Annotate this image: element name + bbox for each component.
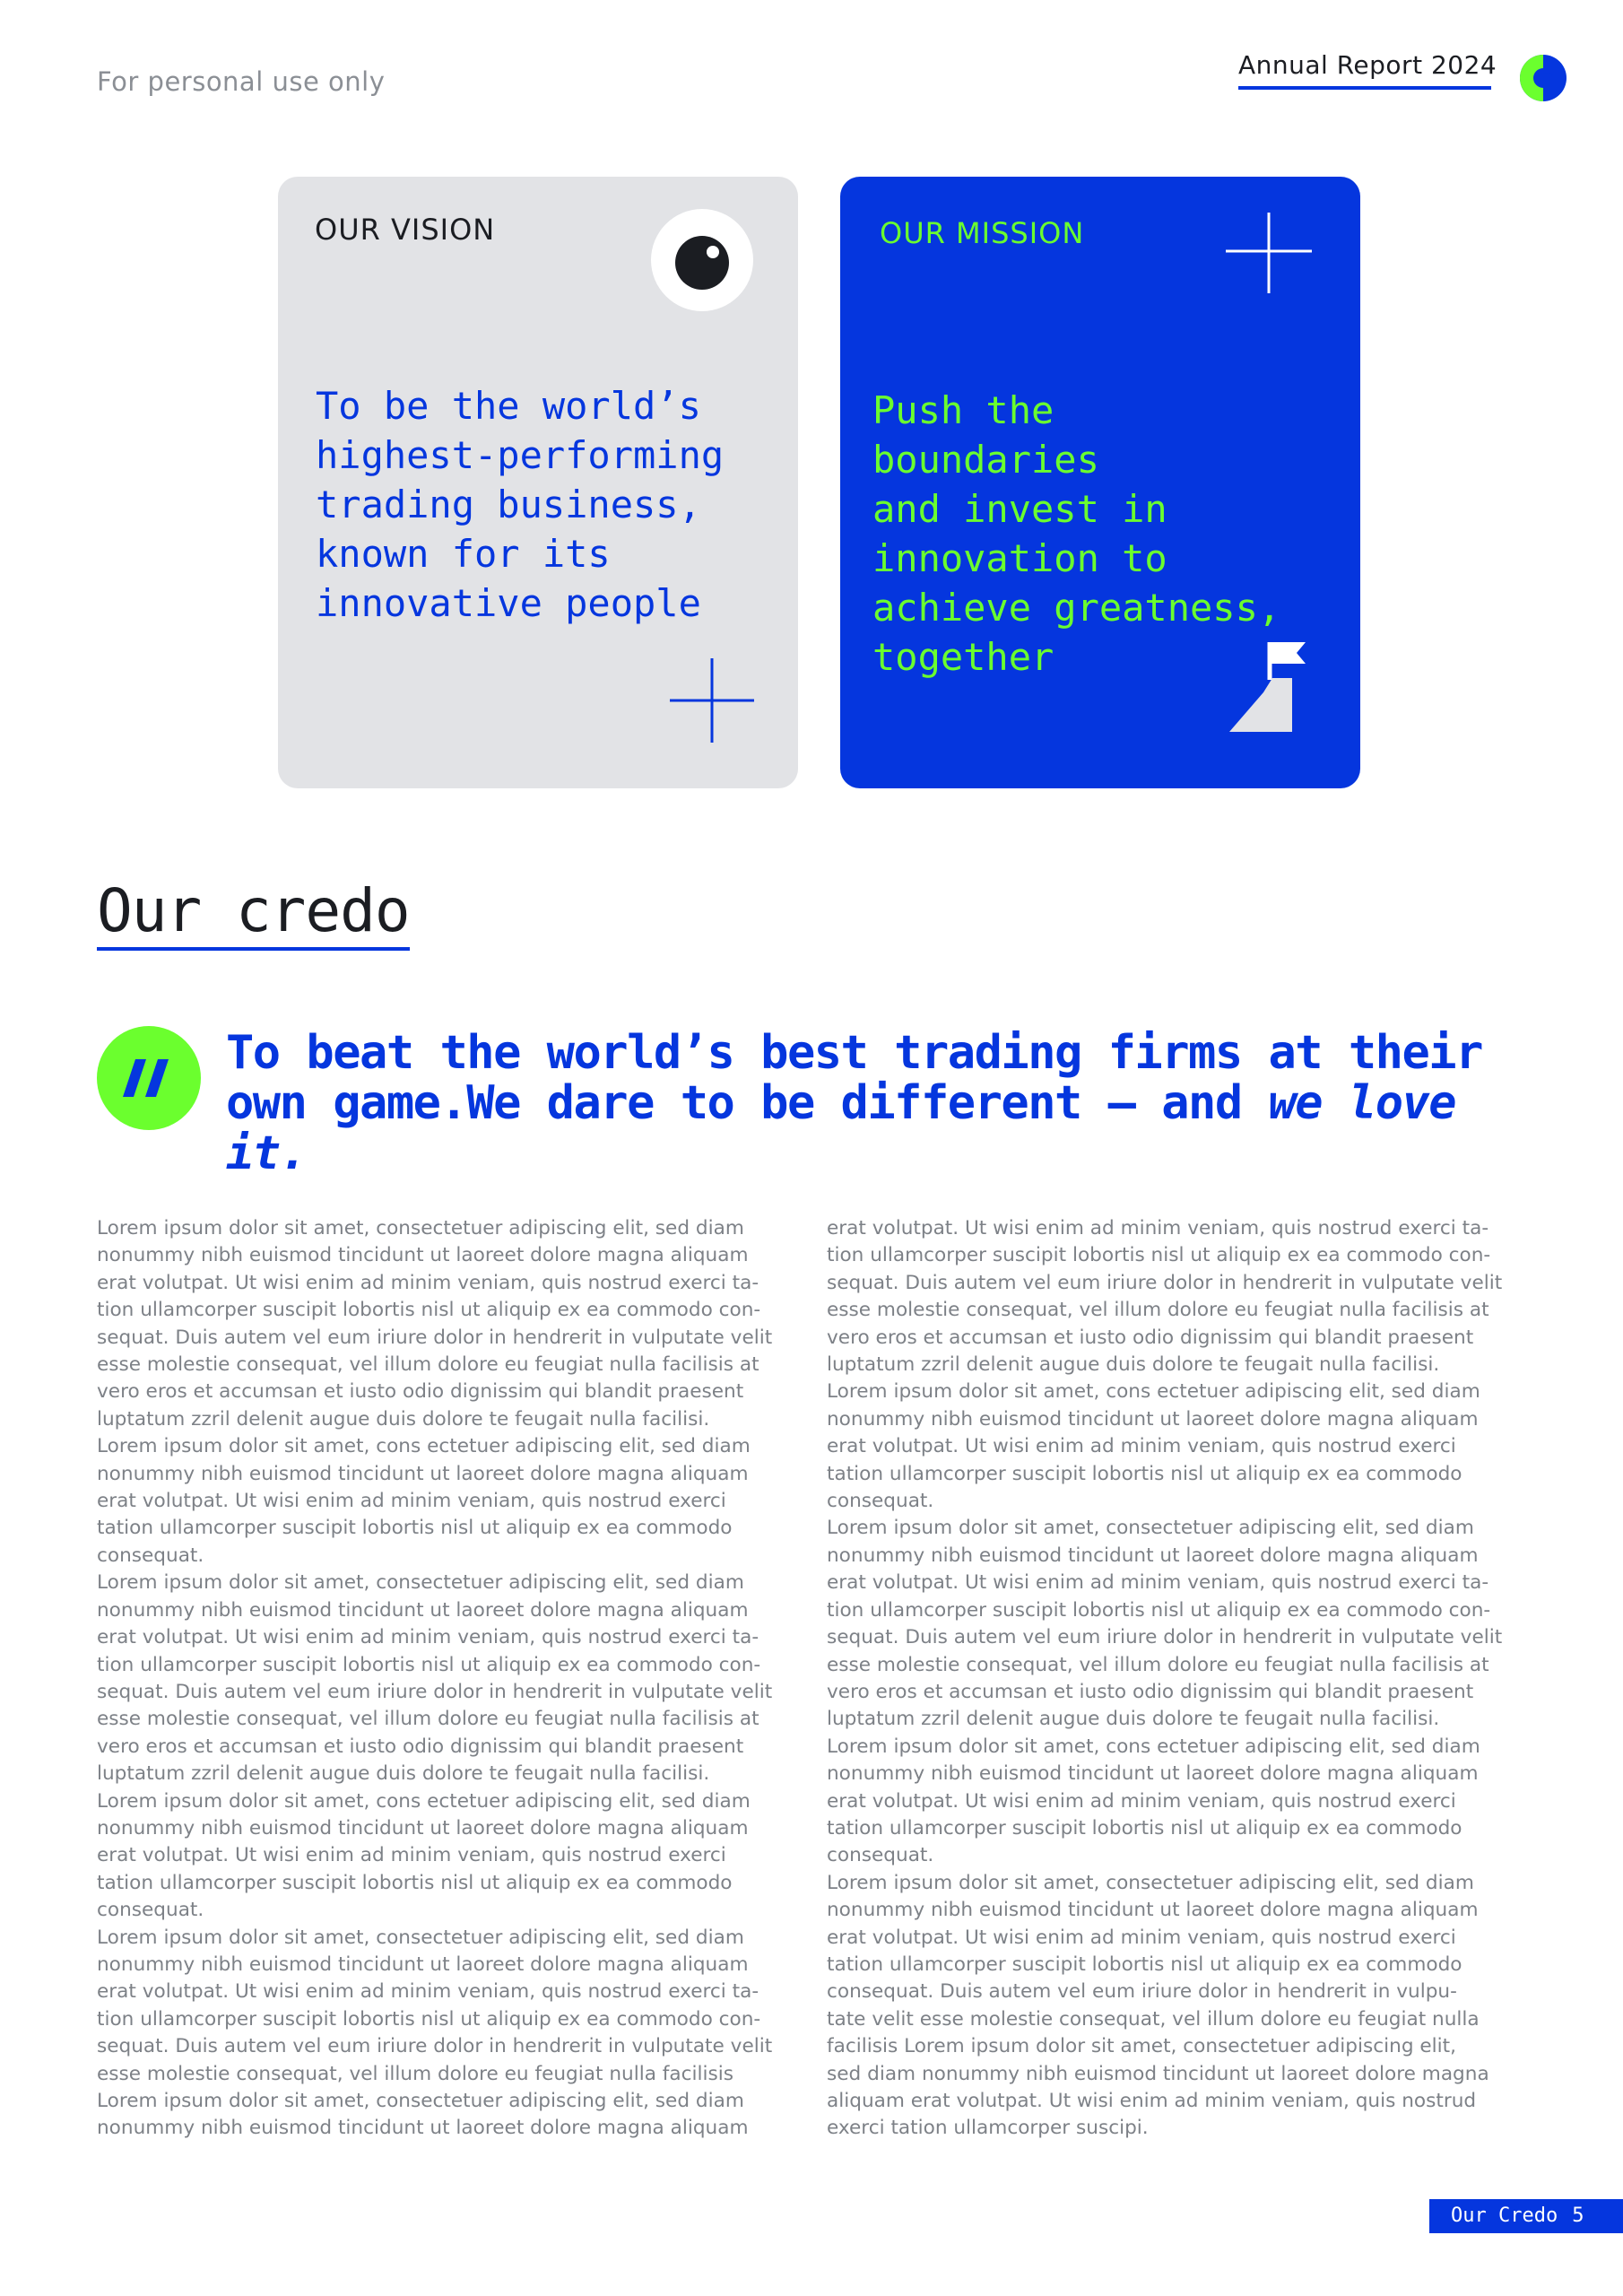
credo-title: Our credo (97, 876, 410, 951)
body-text-line: esse molestie consequat, vel illum dolore eu feugiat nulla facilisis (97, 2062, 733, 2085)
body-text-line: sequat. Duis autem vel eum iriure dolor in hendrerit in vulputate velit (97, 1326, 773, 1349)
body-text-line: Lorem ipsum dolor sit amet, consectetuer adipiscing elit, sed diam (97, 1217, 744, 1239)
plus-icon (670, 658, 754, 743)
body-text-line: esse molestie consequat, vel illum dolore eu feugiat nulla facilisis at (97, 1353, 759, 1377)
body-text-line: nonummy nibh euismod tincidunt ut laoreet dolore magna aliquam (827, 1899, 1479, 1922)
body-text-line: sed diam nonummy nibh euismod tincidunt ut laoreet dolore magna (827, 2062, 1489, 2085)
credo-quote-line-2 (226, 1078, 1535, 1178)
body-text-line: esse molestie consequat, vel illum dolore eu feugiat nulla facilisis at (97, 1708, 759, 1731)
mission-line: together (872, 635, 1055, 679)
body-text-line: nonummy nibh euismod tincidunt ut laoreet dolore magna aliquam (827, 1544, 1479, 1567)
body-text-line: vero eros et accumsan et iusto odio dignissim qui blandit praesent (827, 1680, 1474, 1703)
vision-line: innovative people (316, 581, 701, 625)
body-text-line: Lorem ipsum dolor sit amet, consectetuer adipiscing elit, sed diam (97, 2090, 744, 2112)
body-text-line: nonummy nibh euismod tincidunt ut laoreet dolore magna aliquam (827, 1407, 1479, 1431)
credo-quote-line-1: To beat the world’s best trading firms at their (226, 1026, 1482, 1080)
body-text-line: sequat. Duis autem vel eum iriure dolor in hendrerit in vulputate velit (97, 1680, 773, 1703)
footer-page-tab (1429, 2199, 1623, 2233)
vision-line: highest-performing (316, 433, 725, 477)
body-text-line: Lorem ipsum dolor sit amet, cons ectetuer adipiscing elit, sed diam (97, 1435, 751, 1458)
body-text-line: luptatum zzril delenit augue duis dolore te feugait nulla facilisi. (827, 1708, 1440, 1731)
page-number: 5 (1572, 2205, 1584, 2227)
body-text-line: Lorem ipsum dolor sit amet, consectetuer adipiscing elit, sed diam (827, 1871, 1474, 1894)
body-text-line: tation ullamcorper suscipit lobortis nisl ut aliquip ex ea commodo (827, 1816, 1462, 1839)
plus-icon (1226, 213, 1312, 293)
personal-use-label: For personal use only (97, 66, 386, 97)
eye-icon (651, 209, 753, 311)
body-text-line: nonummy nibh euismod tincidunt ut laoreet dolore magna aliquam (97, 1816, 749, 1839)
body-text-line: Lorem ipsum dolor sit amet, consectetuer adipiscing elit, sed diam (97, 1571, 744, 1595)
body-text-line: Lorem ipsum dolor sit amet, cons ectetuer adipiscing elit, sed diam (827, 1735, 1480, 1758)
body-text-line: tion ullamcorper suscipit lobortis nisl ut aliquip ex ea commodo con- (97, 2007, 761, 2031)
body-text-line: erat volutpat. Ut wisi enim ad minim veniam, quis nostrud exerci (827, 1926, 1456, 1949)
body-text-line: tion ullamcorper suscipit lobortis nisl ut aliquip ex ea commodo con- (97, 1299, 761, 1322)
body-column-left (97, 1215, 802, 2143)
body-text-line: consequat. (827, 1490, 934, 1513)
body-text-line: Lorem ipsum dolor sit amet, cons ectetuer adipiscing elit, sed diam (97, 1789, 751, 1813)
credo-quote-emphasis: we love it. (226, 1076, 1456, 1180)
footer-section-label: Our Credo (1451, 2205, 1558, 2227)
body-text-line: tation ullamcorper suscipit lobortis nisl ut aliquip ex ea commodo (827, 1462, 1462, 1485)
body-text-line: nonummy nibh euismod tincidunt ut laoreet dolore magna aliquam (97, 1462, 749, 1485)
mission-line: Push the boundaries (872, 388, 1099, 482)
credo-quote (226, 1028, 1535, 1178)
body-text-line: luptatum zzril delenit augue duis dolore te feugait nulla facilisi. (97, 1762, 710, 1786)
body-text-line: nonummy nibh euismod tincidunt ut laoreet dolore magna aliquam (97, 2117, 749, 2140)
body-text-line: facilisis Lorem ipsum dolor sit amet, consectetuer adipiscing elit, (827, 2035, 1457, 2058)
vision-statement (316, 381, 746, 628)
quote-icon (97, 1026, 201, 1130)
body-text-line: esse molestie consequat, vel illum dolore eu feugiat nulla facilisis at (827, 1653, 1489, 1676)
mission-line: achieve greatness, (872, 586, 1281, 630)
body-text-line: sequat. Duis autem vel eum iriure dolor in hendrerit in vulputate velit (97, 2035, 773, 2058)
mission-line: innovation to (872, 536, 1167, 580)
logo-icon (1519, 54, 1567, 102)
body-text-line: erat volutpat. Ut wisi enim ad minim veniam, quis nostrud exerci ta- (827, 1571, 1489, 1595)
body-text-line: erat volutpat. Ut wisi enim ad minim veniam, quis nostrud exerci (97, 1490, 726, 1513)
body-text-line: erat volutpat. Ut wisi enim ad minim veniam, quis nostrud exerci ta- (97, 1626, 759, 1649)
vision-line: trading business, (316, 483, 701, 526)
body-text-line: nonummy nibh euismod tincidunt ut laoreet dolore magna aliquam (97, 1952, 749, 1976)
body-text-line: erat volutpat. Ut wisi enim ad minim veniam, quis nostrud exerci (827, 1789, 1456, 1813)
body-text-line: aliquam erat volutpat. Ut wisi enim ad minim veniam, quis nostrud (827, 2090, 1477, 2112)
body-text-line: erat volutpat. Ut wisi enim ad minim veniam, quis nostrud exerci ta- (97, 1980, 759, 2004)
body-text-line: Lorem ipsum dolor sit amet, cons ectetuer adipiscing elit, sed diam (827, 1380, 1480, 1404)
mission-heading: OUR MISSION (880, 216, 1085, 250)
body-text-line: Lorem ipsum dolor sit amet, consectetuer adipiscing elit, sed diam (827, 1517, 1474, 1540)
body-text-line: exerci tation ullamcorper suscipi. (827, 2117, 1149, 2140)
body-text-line: sequat. Duis autem vel eum iriure dolor in hendrerit in vulputate velit (827, 1271, 1503, 1294)
body-text-line: consequat. (827, 1844, 934, 1867)
body-text-line: esse molestie consequat, vel illum dolore eu feugiat nulla facilisis at (827, 1299, 1489, 1322)
mission-line: and invest in (872, 487, 1167, 531)
credo-quote-line-2-text: own game.We dare to be different – and (226, 1076, 1269, 1130)
vision-line: To be the world’s (316, 384, 701, 428)
body-text-line: tation ullamcorper suscipit lobortis nisl ut aliquip ex ea commodo (97, 1517, 733, 1540)
vision-card (278, 177, 798, 788)
body-text-line: tation ullamcorper suscipit lobortis nisl ut aliquip ex ea commodo (827, 1952, 1462, 1976)
body-text-line: tion ullamcorper suscipit lobortis nisl ut aliquip ex ea commodo con- (827, 1598, 1491, 1622)
body-text-line: nonummy nibh euismod tincidunt ut laoreet dolore magna aliquam (827, 1762, 1479, 1786)
body-text-line: tion ullamcorper suscipit lobortis nisl ut aliquip ex ea commodo con- (827, 1244, 1491, 1267)
body-text-line: tate velit esse molestie consequat, vel illum dolore eu feugiat nulla (827, 2007, 1480, 2031)
body-text-line: erat volutpat. Ut wisi enim ad minim veniam, quis nostrud exerci (827, 1435, 1456, 1458)
body-text-line: nonummy nibh euismod tincidunt ut laoreet dolore magna aliquam (97, 1598, 749, 1622)
report-title: Annual Report 2024 (1238, 50, 1491, 90)
body-text-line: vero eros et accumsan et iusto odio dignissim qui blandit praesent (97, 1735, 744, 1758)
body-text-line: sequat. Duis autem vel eum iriure dolor in hendrerit in vulputate velit (827, 1626, 1503, 1649)
body-text-line: nonummy nibh euismod tincidunt ut laoreet dolore magna aliquam (97, 1244, 749, 1267)
body-text-line: consequat. (97, 1899, 204, 1922)
body-text-line: luptatum zzril delenit augue duis dolore te feugait nulla facilisi. (97, 1407, 710, 1431)
body-text-line: erat volutpat. Ut wisi enim ad minim veniam, quis nostrud exerci (97, 1844, 726, 1867)
body-text-line: consequat. Duis autem vel eum iriure dolor in hendrerit in vulpu- (827, 1980, 1457, 2004)
body-column-right (827, 1215, 1532, 2143)
mission-card (840, 177, 1360, 788)
body-text-line: vero eros et accumsan et iusto odio dignissim qui blandit praesent (827, 1326, 1474, 1349)
body-text-line: Lorem ipsum dolor sit amet, consectetuer adipiscing elit, sed diam (97, 1926, 744, 1949)
body-text-line: vero eros et accumsan et iusto odio dignissim qui blandit praesent (97, 1380, 744, 1404)
body-text-line: luptatum zzril delenit augue duis dolore te feugait nulla facilisi. (827, 1353, 1440, 1377)
vision-line: known for its (316, 532, 611, 576)
flag-mountain-icon (1220, 637, 1310, 735)
body-text-line: tation ullamcorper suscipit lobortis nisl ut aliquip ex ea commodo (97, 1871, 733, 1894)
body-text-line: erat volutpat. Ut wisi enim ad minim veniam, quis nostrud exerci ta- (827, 1217, 1489, 1239)
vision-heading: OUR VISION (315, 213, 496, 247)
body-text-line: consequat. (97, 1544, 204, 1567)
body-text-line: erat volutpat. Ut wisi enim ad minim veniam, quis nostrud exerci ta- (97, 1271, 759, 1294)
body-text-line: tion ullamcorper suscipit lobortis nisl ut aliquip ex ea commodo con- (97, 1653, 761, 1676)
